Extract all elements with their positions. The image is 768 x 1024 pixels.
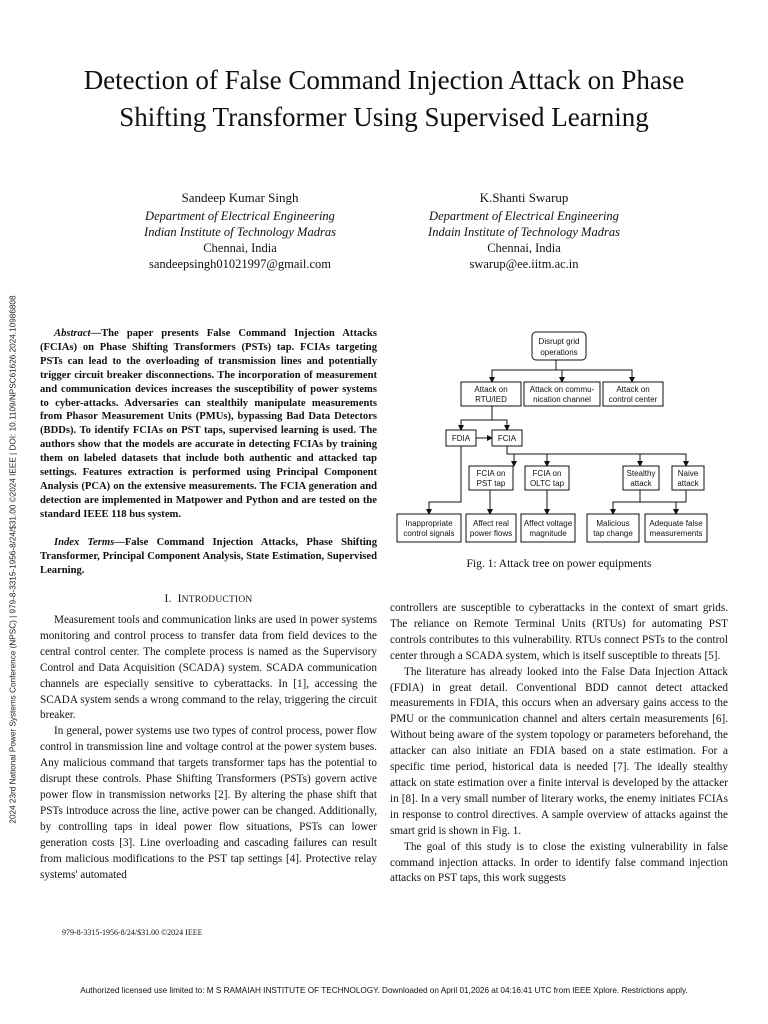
license-footer: Authorized licensed use limited to: M S RAMAIAH INSTITUTE OF TECHNOLOGY. Downloaded on April 01,2026 at 04:16:41 UTC from IEEE Xplore. Restrictions apply. <box>80 986 688 995</box>
node-label: nication channel <box>533 395 591 404</box>
author-block-2 <box>394 190 654 272</box>
node-label: control signals <box>403 529 455 538</box>
abstract-text: —The paper presents False Command Injection Attacks (FCIAs) on Phase Shifting Transformers (PSTs) tap. FCIAs targeting PSTs can lead to the overloading of transmission lines and potentially trigger circuit breaker disconnections. The incorporation of measurement and communication devices increases the susceptibility of power systems to cyber-attacks. Adversaries can stealthily manipulate measurements from Phasor Measurement Units (PMUs), bypassing Bad Data Detectors (BDDs). To identify FCIAs on PST taps, supervised learning is used. The authors show that the models are accurate in detecting FCIAs by training them on labeled datasets that include both authentic and attacked tap settings. Features extraction is performed using Principal Component Analysis (PCA) on the extensive measurements. The FCIA generation and detection are implemented in Matpower and Python and are tested on the standard IEEE 118 bus system. <box>40 328 377 520</box>
paragraph: Measurement tools and communication links are used in power systems monitoring and control process to transfer data from field devices to the central control center. The complete process is named as the Supervisory Control and Data Acquisition (SCADA) system. SCADA communication channels are especially sensitive to cyberattacks. In [1], accessing the SCADA system sends a wrong command to the relay, triggering the circuit breaker. <box>40 614 377 722</box>
node-label: measurements <box>649 529 703 538</box>
index-terms <box>40 536 377 578</box>
node-label: Malicious <box>596 519 630 528</box>
node-label: Disrupt grid <box>538 337 580 346</box>
node-label: FCIA <box>497 434 517 443</box>
node-label: magnitude <box>529 529 567 538</box>
node-label: Attack on <box>474 385 508 394</box>
node-label: power flows <box>469 529 513 538</box>
node-label: Attack on commu- <box>529 385 595 394</box>
node-label: Affect real <box>473 519 509 528</box>
section-number: I. <box>164 593 172 605</box>
author-block-1 <box>110 190 370 272</box>
copyright-notice: 979-8-3315-1956-8/24/$31.00 ©2024 IEEE <box>62 928 203 937</box>
author-email[interactable]: swarup@ee.iitm.ac.in <box>469 257 579 271</box>
right-column-body <box>390 601 728 887</box>
node-label: tap change <box>593 529 633 538</box>
node-label: Inappropriate <box>405 519 453 528</box>
node-label: RTU/IED <box>475 395 507 404</box>
node-label: Affect voltage <box>523 519 573 528</box>
node-label: FCIA on <box>476 469 506 478</box>
node-label: FCIA on <box>532 469 562 478</box>
node-label: operations <box>540 348 578 357</box>
abstract <box>40 327 377 522</box>
attack-tree-diagram <box>388 326 738 551</box>
figure-caption: Fig. 1: Attack tree on power equipments <box>466 558 652 570</box>
left-column-body <box>40 613 377 883</box>
node-label: attack <box>630 479 652 488</box>
node-label: FDIA <box>451 434 471 443</box>
author-institution: Indian Institute of Technology Madras <box>144 225 336 239</box>
section-rest: NTRODUCTION <box>181 595 253 605</box>
author-city: Chennai, India <box>487 241 561 255</box>
index-terms-lead: Index Terms <box>54 537 115 548</box>
node-label: Attack on <box>616 385 650 394</box>
node-label: OLTC tap <box>529 479 565 488</box>
author-name: K.Shanti Swarup <box>479 190 569 205</box>
author-department: Department of Electrical Engineering <box>429 209 619 223</box>
author-city: Chennai, India <box>203 241 277 255</box>
paragraph: The literature has already looked into the False Data Injection Attack (FDIA) in great detail. Conventional BDD cannot detect attacked measurements in FDIA, this occurs when an adversary gains access to the PMU or the communication channel and alters certain measurements [6]. Without being aware of the system topology or parameters beforehand, the attacker can also initiate an FDIA based on a state estimation. For a specific time period, historical data is needed [7]. The ideally stealthy attack on state estimation over a finite interval is developed by the attacker in [8]. In a very small number of literary works, the enemy initiates FCIAs in response to control directives. A sample overview of attacks against the smart grid is shown in Fig. 1. <box>390 665 728 837</box>
section-heading <box>40 593 377 605</box>
paper-title: Detection of False Command Injection Attack on Phase Shifting Transformer Using Supervised Learning <box>83 65 685 132</box>
node-label: PST tap <box>476 479 506 488</box>
author-name: Sandeep Kumar Singh <box>181 190 299 205</box>
node-label: Stealthy <box>626 469 656 478</box>
abstract-lead: Abstract <box>54 328 91 339</box>
author-institution: Indain Institute of Technology Madras <box>428 225 620 239</box>
paragraph: In general, power systems use two types of control process, power flow control in transmission line and voltage control at the power system buses. Any malicious command that targets transformer taps has the potential to disrupt these controls. Phase Shifting Transformers (PSTs) govern active power flow in transmission networks [2]. By altering the phase shift that PSTs introduce across the line, active power can be changed. Additionally, by controlling taps in ideal power flow situations, PSTs can lower generation costs [3]. Line overloading and cascading failures can result from malicious modifications to the PST tap settings [4]. Protective relay systems' automated <box>40 725 377 881</box>
paragraph: The goal of this study is to close the existing vulnerability in false command injection attacks. In order to identify false command injection attacks on PST taps, this work suggests <box>390 840 728 885</box>
index-terms-text: —False Command Injection Attacks, Phase Shifting Transformer, Principal Component Analysis, State Estimation, Supervised Learning. <box>40 537 377 576</box>
node-label: control center <box>608 395 658 404</box>
node-label: Adequate false <box>649 519 703 528</box>
paragraph: controllers are susceptible to cyberattacks in the context of smart grids. The reliance on Remote Terminal Units (RTUs) for automating PST controls contributes to this vulnerability. RTUs connect PSTs to the control center through a SCADA system, which is itself susceptible to threats [5]. <box>390 602 728 662</box>
author-email[interactable]: sandeepsingh01021997@gmail.com <box>149 257 331 271</box>
section-first-letter: I <box>177 593 182 605</box>
node-label: attack <box>677 479 699 488</box>
author-department: Department of Electrical Engineering <box>145 209 335 223</box>
node-label: Naive <box>677 469 699 478</box>
conference-sidebar: 2024 23rd National Power Systems Conference (NPSC) | 979-8-3315-1956-8/24/$31.00 ©2024 IEEE | DOI: 10.1109/NPSC61626.2024.10986808 <box>8 295 18 824</box>
